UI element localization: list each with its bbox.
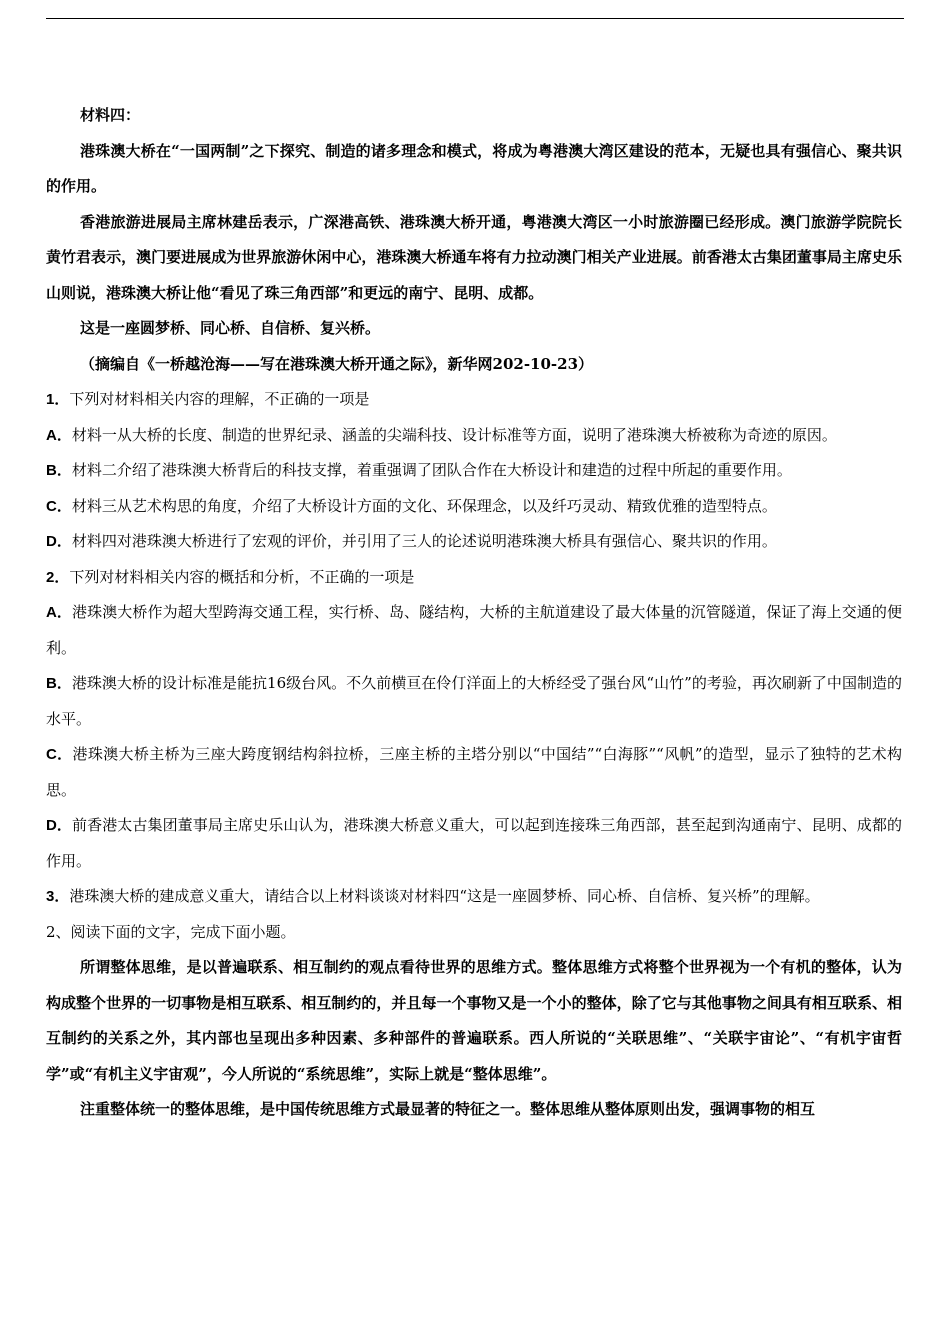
material-four-paragraph-3: 这是一座圆梦桥、同心桥、自信桥、复兴桥。	[80, 319, 381, 337]
option-text: 港珠澳大桥作为超大型跨海交通工程，实行桥、岛、隧结构，大桥的主航道建设了最大体量的沉管隧道，保证了海上交通的便利。	[46, 603, 902, 657]
header-rule	[46, 18, 904, 19]
question-text: 下列对材料相关内容的理解，不正确的一项是	[69, 390, 370, 408]
option-label: B．	[46, 462, 72, 479]
question-2-stem	[46, 560, 902, 596]
section-2-paragraph-2: 注重整体统一的整体思维，是中国传统思维方式最显著的特征之一。整体思维从整体原则出发，强调事物的相互	[80, 1100, 816, 1118]
question-1-stem	[46, 382, 902, 418]
option-d	[46, 808, 902, 879]
option-b	[46, 453, 902, 489]
option-a	[46, 418, 902, 454]
section-2-heading: 2、阅读下面的文字，完成下面小题。	[46, 922, 296, 941]
option-text: 港珠澳大桥主桥为三座大跨度钢结构斜拉桥，三座主桥的主塔分别以“中国结”“白海豚”“风帆”的造型，显示了独特的艺术构思。	[46, 745, 902, 799]
option-text: 材料四对港珠澳大桥进行了宏观的评价，并引用了三人的论述说明港珠澳大桥具有强信心、聚共识的作用。	[71, 532, 777, 550]
option-text: 材料二介绍了港珠澳大桥背后的科技支撑，着重强调了团队合作在大桥设计和建造的过程中所起的重要作用。	[71, 461, 792, 479]
section-2-paragraph-1: 所谓整体思维，是以普遍联系、相互制约的观点看待世界的思维方式。整体思维方式将整个世界视为一个有机的整体，认为构成整个世界的一切事物是相互联系、相互制约的，并且每一个事物又是一个小的整体，除了它与其他事物之间具有相互联系、相互制约的关系之外，其内部也呈现出多种因素、多种部件的普遍联系。西人所说的“关联思维”、“关联宇宙论”、“有机宇宙哲学”或“有机主义宇宙观”，今人所说的“系统思维”，实际上就是“整体思维”。	[46, 958, 902, 1083]
question-text: 港珠澳大桥的建成意义重大，请结合以上材料谈谈对材料四“这是一座圆梦桥、同心桥、自信桥、复兴桥”的理解。	[69, 887, 820, 905]
question-3-stem	[46, 879, 902, 915]
option-a	[46, 595, 902, 666]
material-four-citation: （摘编自《一桥越沧海——写在港珠澳大桥开通之际》，新华网202-10-23）	[80, 354, 594, 373]
question-2	[46, 560, 902, 880]
option-label: D．	[46, 817, 73, 834]
material-four-heading: 材料四：	[80, 106, 141, 124]
option-label: D．	[46, 533, 72, 550]
question-number: 3．	[46, 888, 70, 905]
option-label: A．	[46, 604, 73, 621]
option-c	[46, 737, 902, 808]
material-four-paragraph-1: 港珠澳大桥在“一国两制”之下探究、制造的诸多理念和模式，将成为粤港澳大湾区建设的范本，无疑也具有强信心、聚共识的作用。	[46, 141, 902, 195]
question-1	[46, 382, 902, 560]
question-number: 2．	[46, 568, 70, 586]
question-text: 下列对材料相关内容的概括和分析，不正确的一项是	[69, 567, 415, 586]
material-four-paragraph-2: 香港旅游进展局主席林建岳表示，广深港高铁、港珠澳大桥开通，粤港澳大湾区一小时旅游圈已经形成。澳门旅游学院院长黄竹君表示，澳门要进展成为世界旅游休闲中心，港珠澳大桥通车将有力拉动澳门相关产业进展。前香港太古集团董事局主席史乐山则说，港珠澳大桥让他“看见了珠三角西部”和更远的南宁、昆明、成都。	[46, 212, 902, 302]
question-number: 1．	[46, 391, 70, 408]
option-b	[46, 666, 902, 737]
option-label: A．	[46, 426, 72, 444]
option-c	[46, 489, 902, 525]
option-text: 材料一从大桥的长度、制造的世界纪录、涵盖的尖端科技、设计标准等方面，说明了港珠澳大桥被称为奇迹的原因。	[71, 425, 837, 444]
option-text: 前香港太古集团董事局主席史乐山认为，港珠澳大桥意义重大，可以起到连接珠三角西部，甚至起到沟通南宁、昆明、成都的作用。	[46, 816, 902, 870]
option-text: 材料三从艺术构思的角度，介绍了大桥设计方面的文化、环保理念，以及纤巧灵动、精致优雅的造型特点。	[71, 496, 777, 515]
option-label: B．	[46, 675, 72, 692]
question-3	[46, 879, 902, 915]
option-text: 港珠澳大桥的设计标准是能抗16级台风。不久前横亘在伶仃洋面上的大桥经受了强台风“山竹”的考验，再次刷新了中国制造的水平。	[46, 674, 902, 728]
document-body	[46, 98, 902, 1128]
option-label: C．	[46, 746, 73, 763]
option-d	[46, 524, 902, 560]
option-label: C．	[46, 497, 72, 515]
